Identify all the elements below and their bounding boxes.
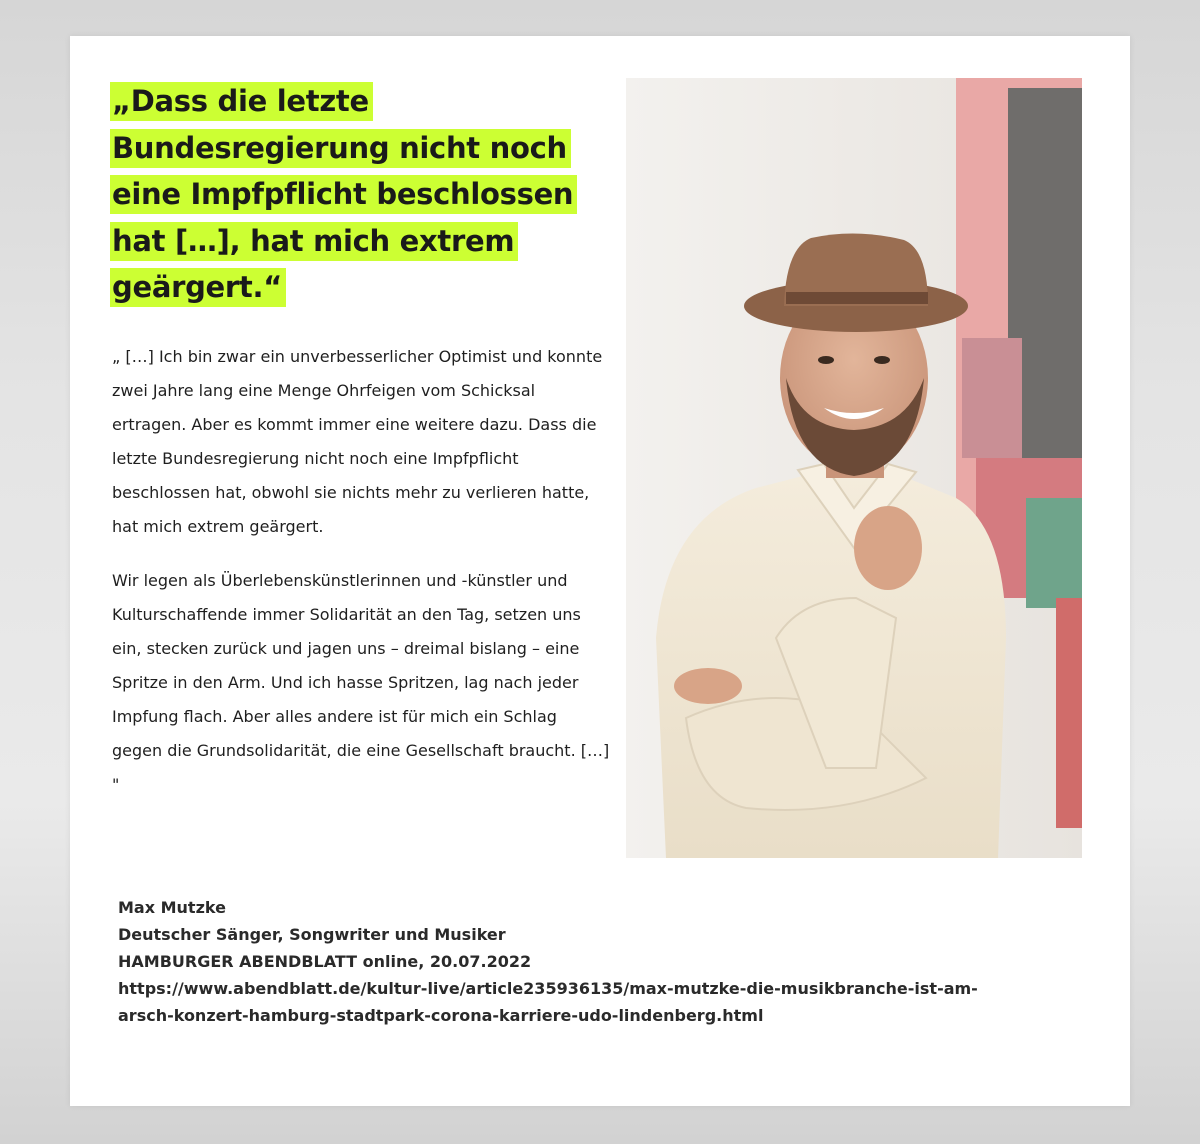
- quote-paragraph-1: „ […] Ich bin zwar ein unverbesserlicher Optimist und konnte zwei Jahre lang eine Menge Ohrfeigen vom Schicksal ertragen. Aber es kommt immer eine weitere dazu. Dass die letzte Bundesregierung nicht noch eine Impfpflicht beschlossen hat, obwohl sie nichts mehr zu verlieren hatte, hat mich extrem geärgert.: [112, 347, 603, 536]
- quote-paragraph-2: Wir legen als Überlebenskünstlerinnen und -künstler und Kulturschaffende immer Solidarität an den Tag, setzen uns ein, stecken zurück und jagen uns – dreimal bislang – eine Spritze in den Arm. Und ich hasse Spritzen, lag nach jeder Impfung flach. Aber alles andere ist für mich ein Schlag gegen die Grundsolidarität, die eine Gesellschaft braucht. […] ": [112, 571, 610, 794]
- author-name: Max Mutzke: [118, 898, 226, 917]
- headline-quote: [110, 78, 610, 311]
- quote-card: [70, 36, 1130, 1106]
- source-attribution: [118, 894, 1018, 1029]
- publication-line: HAMBURGER ABENDBLATT online, 20.07.2022: [118, 952, 532, 971]
- author-role: Deutscher Sänger, Songwriter und Musiker: [118, 925, 506, 944]
- quote-body: [112, 340, 612, 822]
- source-url: https://www.abendblatt.de/kultur-live/article235936135/max-mutzke-die-musikbranche-ist-am-arsch-konzert-hamburg-stadtpark-corona-karriere-udo-lindenberg.html: [118, 979, 978, 1025]
- portrait-photo: [626, 78, 1082, 858]
- headline-highlight: „Dass die letzte Bundesregierung nicht noch eine Impfpflicht beschlossen hat […], hat mich extrem geärgert.“: [110, 82, 577, 307]
